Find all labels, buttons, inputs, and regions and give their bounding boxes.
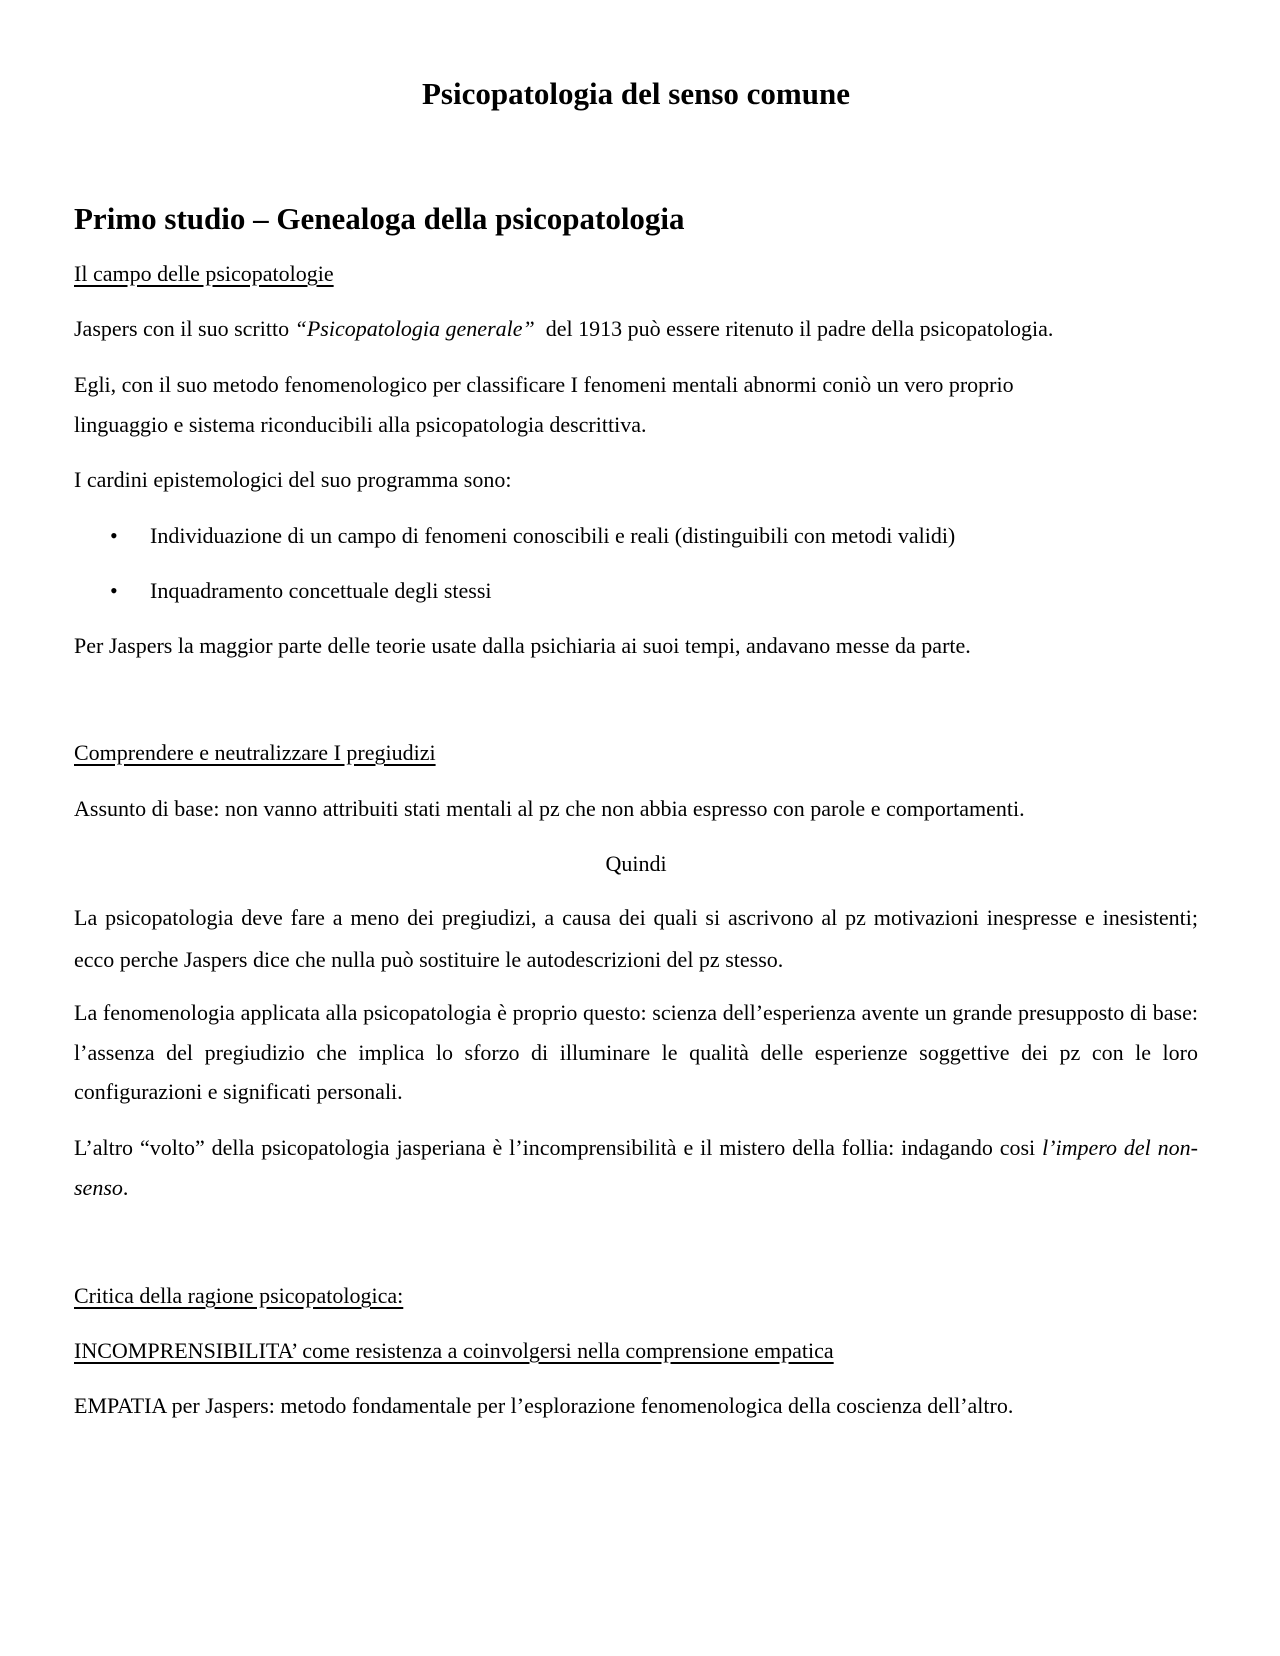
book-title-italic: “Psicopatologia generale” bbox=[294, 316, 535, 341]
heading-pregiudizi: Comprendere e neutralizzare I pregiudizi bbox=[74, 740, 436, 765]
paragraph-fenomenologia: La fenomenologia applicata alla psicopatologia è proprio questo: scienza dell’esperienza avente un grande presupposto di base: l’assenza del pregiudizio che implica lo sforzo di illuminare le qualità delle esperienze soggettive dei pz con le loro configurazioni e significati personali. bbox=[74, 1000, 1198, 1104]
paragraph-incomprensibilita-end: . bbox=[122, 1175, 129, 1200]
heading-critica: Critica della ragione psicopatologica: bbox=[74, 1283, 404, 1308]
paragraph-assunto: Assunto di base: non vanno attribuiti stati mentali al pz che non abbia espresso con parole e comportamenti. bbox=[74, 796, 1025, 821]
bullet-icon: • bbox=[110, 578, 118, 603]
paragraph-jaspers-scritto bbox=[74, 318, 1053, 340]
paragraph-empatia: EMPATIA per Jaspers: metodo fondamentale per l’esplorazione fenomenologica della coscienza dell’altro. bbox=[74, 1393, 1014, 1418]
paragraph-pregiudizi: La psicopatologia deve fare a meno dei pregiudizi, a causa dei quali si ascrivono al pz motivazioni inespresse e inesistenti; ecco perche Jaspers dice che nulla può sostituire le autodescrizioni del pz stesso. bbox=[74, 905, 1198, 972]
list-item-text: Individuazione di un campo di fenomeni conoscibili e reali (distinguibili con metodi validi) bbox=[150, 523, 956, 548]
list-item-text: Inquadramento concettuale degli stessi bbox=[150, 578, 492, 603]
heading-incomprensibilita: INCOMPRENSIBILITA’ come resistenza a coinvolgersi nella comprensione empatica bbox=[74, 1338, 834, 1363]
paragraph-metodo-line1: Egli, con il suo metodo fenomenologico per classificare I fenomeni mentali abnormi coniò un vero proprio bbox=[74, 372, 1014, 397]
paragraph-incomprensibilita bbox=[74, 1128, 1198, 1208]
bullet-icon: • bbox=[110, 523, 118, 548]
paragraph-jaspers-scritto-start: Jaspers con il suo scritto bbox=[74, 316, 295, 341]
section-title: Primo studio – Genealoga della psicopatologia bbox=[74, 201, 685, 236]
impero-nonsenso-italic: l’impero del non-senso bbox=[74, 1135, 1198, 1200]
centered-quindi: Quindi bbox=[605, 851, 667, 876]
paragraph-incomprensibilita-text: L’altro “volto” della psicopatologia jasperiana è l’incomprensibilità e il mistero della follia: indagando cosi bbox=[74, 1135, 1043, 1160]
heading-campo-psicopatologie: Il campo delle psicopatologie bbox=[74, 261, 334, 286]
paragraph-metodo-line2: linguaggio e sistema riconducibili alla psicopatologia descrittiva. bbox=[74, 412, 647, 437]
paragraph-jaspers-scritto-end: del 1913 può essere ritenuto il padre della psicopatologia. bbox=[534, 316, 1054, 341]
paragraph-teorie: Per Jaspers la maggior parte delle teorie usate dalla psichiaria ai suoi tempi, andavano messe da parte. bbox=[74, 633, 971, 658]
document-title: Psicopatologia del senso comune bbox=[422, 76, 850, 111]
paragraph-cardini: I cardini epistemologici del suo programma sono: bbox=[74, 467, 512, 492]
